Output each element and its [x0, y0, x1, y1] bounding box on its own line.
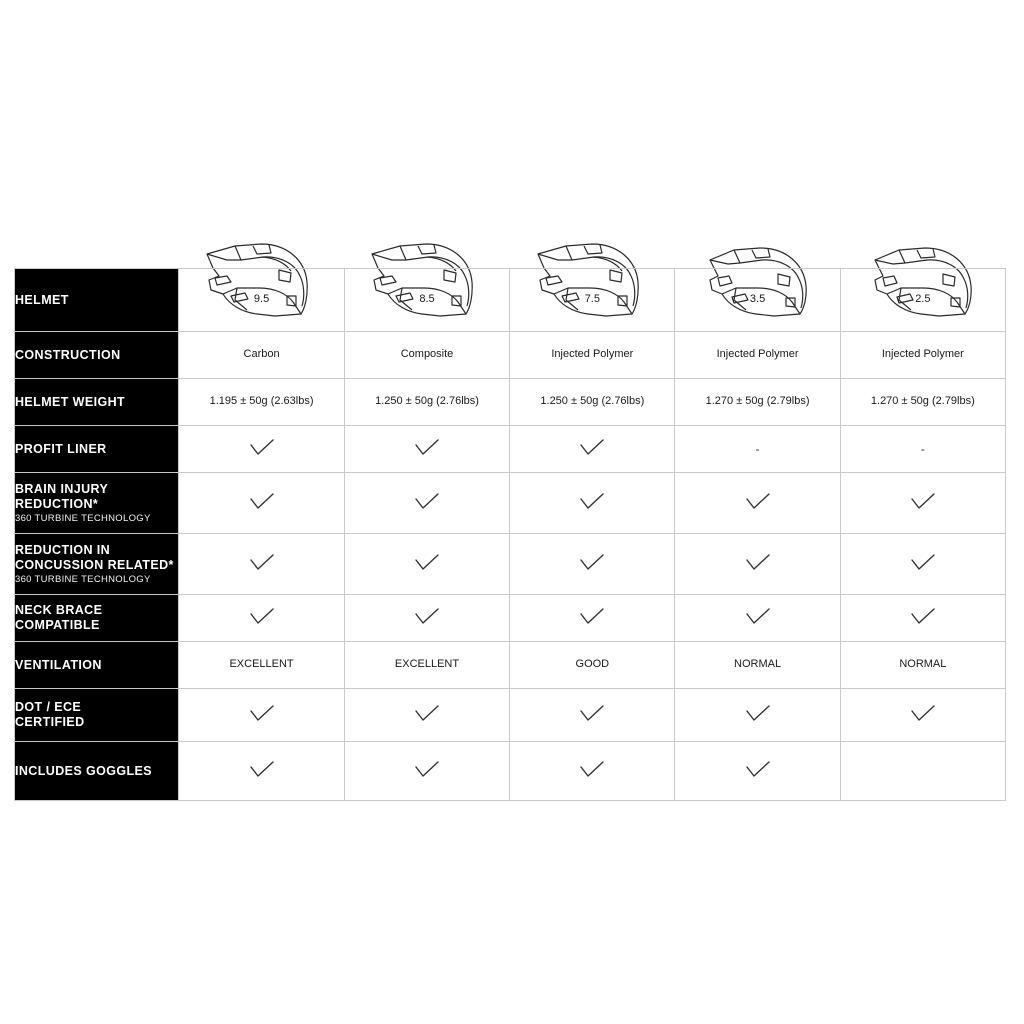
- row-header-label: HELMET WEIGHT: [15, 394, 126, 409]
- table-cell: [675, 742, 840, 801]
- row-header-label: HELMET: [15, 292, 69, 307]
- check-icon: [910, 704, 936, 724]
- check-icon: [414, 553, 440, 573]
- table-cell: [179, 742, 344, 801]
- cell-value: NORMAL: [734, 658, 782, 671]
- cell-value: 2.5: [915, 293, 931, 306]
- table-cell: [344, 332, 509, 379]
- table-cell: [840, 534, 1005, 595]
- table-cell: [675, 642, 840, 689]
- table-cell: [510, 332, 675, 379]
- check-icon: [910, 553, 936, 573]
- cell-value: EXCELLENT: [394, 658, 460, 671]
- row-header-label: DOT / ECE CERTIFIED: [15, 700, 85, 729]
- table-cell: [840, 595, 1005, 642]
- table-row: [15, 534, 1006, 595]
- row-header-label: PROFIT LINER: [15, 441, 107, 456]
- cell-value: EXCELLENT: [229, 658, 294, 671]
- check-icon: [249, 760, 275, 780]
- table-cell: [510, 379, 675, 426]
- table-row: [15, 689, 1006, 742]
- table-cell: [510, 742, 675, 801]
- table-cell: [675, 689, 840, 742]
- table-cell: [344, 689, 509, 742]
- check-icon: [579, 607, 605, 627]
- row-header-label: NECK BRACE COMPATIBLE: [15, 603, 103, 632]
- row-header: [15, 473, 179, 534]
- table-row: [15, 426, 1006, 473]
- row-header-label: INCLUDES GOGGLES: [15, 763, 152, 778]
- check-icon: [249, 553, 275, 573]
- table-cell: [179, 426, 344, 473]
- table-cell: [675, 595, 840, 642]
- check-icon: [414, 607, 440, 627]
- check-icon: [579, 553, 605, 573]
- cell-value: 1.270 ± 50g (2.79lbs): [705, 395, 810, 408]
- cell-value: Injected Polymer: [551, 348, 634, 361]
- cell-value: Injected Polymer: [716, 348, 799, 361]
- row-header-label: VENTILATION: [15, 657, 102, 672]
- table-cell: [179, 642, 344, 689]
- table-cell: [510, 473, 675, 534]
- table-cell: [179, 689, 344, 742]
- check-icon: [414, 704, 440, 724]
- cell-value: 1.250 ± 50g (2.76lbs): [540, 395, 645, 408]
- cell-value: 1.195 ± 50g (2.63lbs): [209, 395, 314, 408]
- table-cell: [510, 689, 675, 742]
- table-cell: [179, 269, 344, 332]
- table-cell: [510, 534, 675, 595]
- check-icon: [910, 607, 936, 627]
- table-cell: [840, 269, 1005, 332]
- check-icon: [249, 438, 275, 458]
- table-cell: [675, 269, 840, 332]
- table-cell: [344, 642, 509, 689]
- cell-value: 9.5: [253, 293, 270, 306]
- table-cell: [344, 742, 509, 801]
- row-header: [15, 379, 179, 426]
- check-icon: [249, 492, 275, 512]
- table-cell: [840, 473, 1005, 534]
- spec-table-body: [15, 269, 1006, 801]
- row-header-label: BRAIN INJURY REDUCTION*: [15, 482, 109, 511]
- check-icon: [745, 760, 771, 780]
- table-cell: [840, 426, 1005, 473]
- cell-value: 7.5: [584, 293, 600, 306]
- table-cell: [510, 269, 675, 332]
- row-header-sublabel: 360 TURBINE TECHNOLOGY: [15, 512, 151, 524]
- table-cell: [675, 332, 840, 379]
- check-icon: [745, 704, 771, 724]
- helmet-spec-table: [14, 268, 1006, 801]
- table-cell: [179, 379, 344, 426]
- check-icon: [249, 607, 275, 627]
- table-cell: [510, 595, 675, 642]
- table-row: [15, 269, 1006, 332]
- table-cell: [510, 426, 675, 473]
- table-row: [15, 642, 1006, 689]
- row-header: [15, 595, 179, 642]
- cell-value: Composite: [400, 348, 454, 361]
- check-icon: [579, 760, 605, 780]
- table-cell: [840, 379, 1005, 426]
- row-header: [15, 742, 179, 801]
- row-header: [15, 269, 179, 332]
- cell-value: 8.5: [419, 293, 435, 306]
- table-cell: [840, 332, 1005, 379]
- table-cell: [179, 473, 344, 534]
- check-icon: [414, 438, 440, 458]
- table-cell: [344, 426, 509, 473]
- cell-value: Carbon: [243, 348, 280, 361]
- cell-value: NORMAL: [899, 658, 947, 671]
- check-icon: [745, 607, 771, 627]
- check-icon: [414, 492, 440, 512]
- cell-value: GOOD: [575, 658, 610, 671]
- table-cell: [344, 595, 509, 642]
- table-cell: [840, 742, 1005, 801]
- row-header: [15, 332, 179, 379]
- cell-value: 3.5: [749, 293, 766, 306]
- table-cell: [675, 379, 840, 426]
- check-icon: [579, 438, 605, 458]
- row-header: [15, 534, 179, 595]
- check-icon: [910, 492, 936, 512]
- table-cell: [675, 534, 840, 595]
- row-header-label: REDUCTION IN CONCUSSION RELATED*: [15, 543, 174, 572]
- check-icon: [579, 704, 605, 724]
- table-cell: [179, 332, 344, 379]
- table-cell: [179, 534, 344, 595]
- cell-value: 1.250 ± 50g (2.76lbs): [375, 395, 479, 408]
- cell-value: Injected Polymer: [881, 348, 964, 361]
- row-header-label: CONSTRUCTION: [15, 347, 121, 362]
- table-cell: [344, 269, 509, 332]
- table-cell: [840, 642, 1005, 689]
- check-icon: [579, 492, 605, 512]
- check-icon: [745, 492, 771, 512]
- check-icon: [249, 704, 275, 724]
- check-icon: [414, 760, 440, 780]
- table-cell: [675, 426, 840, 473]
- table-row: [15, 379, 1006, 426]
- table-row: [15, 332, 1006, 379]
- table-cell: [344, 473, 509, 534]
- table-cell: [675, 473, 840, 534]
- check-icon: [745, 553, 771, 573]
- table-cell: [179, 595, 344, 642]
- row-header: [15, 689, 179, 742]
- table-cell: [344, 379, 509, 426]
- table-row: [15, 595, 1006, 642]
- table-row: [15, 473, 1006, 534]
- not-available-dash: -: [920, 442, 925, 456]
- row-header: [15, 426, 179, 473]
- cell-value: 1.270 ± 50g (2.79lbs): [870, 395, 975, 408]
- table-cell: [510, 642, 675, 689]
- table-cell: [344, 534, 509, 595]
- row-header: [15, 642, 179, 689]
- table-cell: [840, 689, 1005, 742]
- row-header-sublabel: 360 TURBINE TECHNOLOGY: [15, 573, 151, 585]
- not-available-dash: -: [755, 442, 760, 456]
- table-row: [15, 742, 1006, 801]
